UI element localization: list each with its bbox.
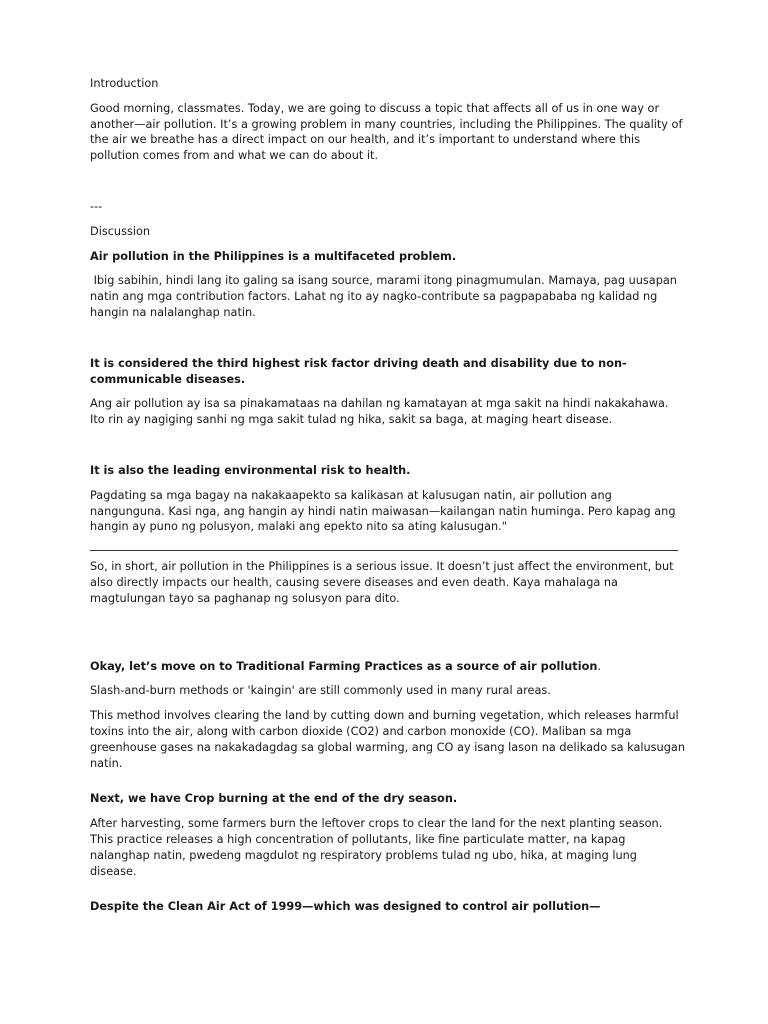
- farming-heading-text: Okay, let’s move on to Traditional Farming Practices as a source of air pollution: [90, 659, 598, 673]
- discussion-heading: Discussion: [90, 224, 151, 238]
- horizontal-rule: [90, 550, 678, 551]
- intro-heading: Introduction: [90, 77, 159, 90]
- point3-body: Pagdating sa mga bagay na nakakaapekto sa kalikasan at kalusugan natin, air pollution ang nangunguna. Kasi nga, ang hangin ay hindi natin maiwasan—kailangan natin huminga. Pero kapag ang hangin ay puno ng polusyon, malaki ang epekto nito sa ating kalusugan.": [90, 488, 676, 534]
- point2-heading: It is considered the third highest risk factor driving death and disability due to non-communicable diseases.: [90, 356, 627, 386]
- crop-burning-heading: Next, we have Crop burning at the end of the dry season.: [90, 792, 458, 806]
- farming-heading-period: .: [597, 659, 601, 673]
- farming-paragraph-2: This method involves clearing the land by cutting down and burning vegetation, which releases harmful toxins into the air, along with carbon dioxide (CO2) and carbon monoxide (CO). Maliban sa mga greenhouse gases na nakakadagdag sa global warming, ang CO ay isang lason na delikado sa kalusugan natin.: [90, 709, 685, 770]
- document-page: [90, 76, 686, 915]
- crop-burning-paragraph: After harvesting, some farmers burn the leftover crops to clear the land for the next planting season. This practice releases a high concentration of pollutants, like fine particulate matter, na kapag nalanghap natin, pwedeng magdulot ng respiratory problems tulad ng ubo, hika, at maging lung disease.: [90, 817, 663, 878]
- point1-body: Ibig sabihin, hindi lang ito galing sa isang source, marami itong pinagmumulan. Mamaya, pag uusapan natin ang mga contribution factors. Lahat ng ito ay nagko-contribute sa pagpapababa ng kalidad ng hangin na nalalanghap natin.: [90, 274, 681, 319]
- separator-text: ---: [90, 199, 103, 213]
- farming-heading: [90, 659, 686, 675]
- summary-paragraph: So, in short, air pollution in the Philippines is a serious issue. It doesn’t just affect the environment, but also directly impacts our health, causing severe diseases and even death. Kaya mahalaga na magtulungan tayo sa paghanap ng solusyon para dito.: [90, 560, 674, 605]
- farming-paragraph-1: Slash-and-burn methods or 'kaingin' are still commonly used in many rural areas.: [90, 684, 551, 698]
- point3-heading: It is also the leading environmental risk to health.: [90, 463, 411, 477]
- point1-heading: Air pollution in the Philippines is a multifaceted problem.: [90, 249, 457, 263]
- point2-body: Ang air pollution ay isa sa pinakamataas na dahilan ng kamatayan at mga sakit na hindi nakakahawa. Ito rin ay nagiging sanhi ng mga sakit tulad ng hika, sakit sa baga, at maging heart disease.: [90, 397, 669, 427]
- intro-paragraph: Good morning, classmates. Today, we are going to discuss a topic that affects all of us in one way or another—air pollution. It’s a growing problem in many countries, including the Philippines. The quality of the air we breathe has a direct impact on our health, and it’s important to understand where this pollution comes from and what we can do about it.: [90, 101, 683, 163]
- clean-air-act-heading: Despite the Clean Air Act of 1999—which was designed to control air pollution—: [90, 900, 601, 914]
